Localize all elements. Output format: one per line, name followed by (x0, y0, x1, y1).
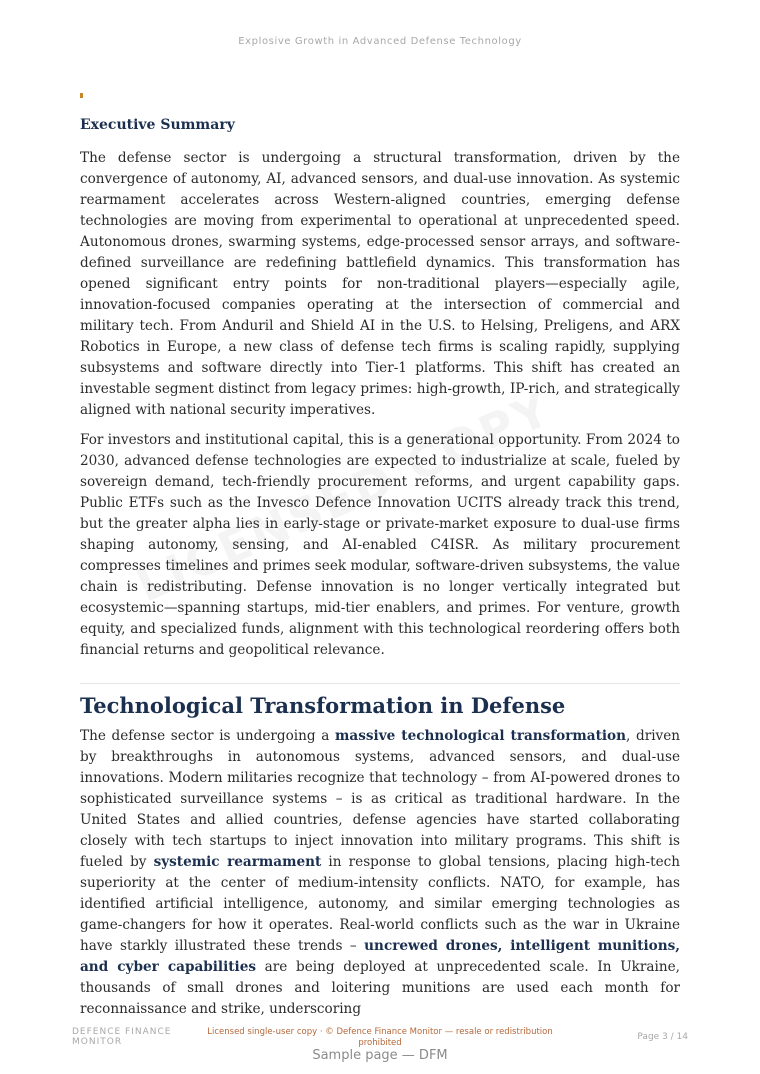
section-paragraph (80, 726, 680, 1020)
footer-publisher-line-2: MONITOR (72, 1037, 123, 1047)
executive-summary-paragraph-2: For investors and institutional capital, this is a generational opportunity. From 2024 to 2030, advanced defense technologies are expected to industrialize at scale, fueled by sovereign demand, tech-friendly procurement reforms, and urgent capability gaps. Public ETFs such as the Invesco Defence Innovation UCITS already track this trend, but the greater alpha lies in early-stage or private-market exposure to dual-use firms shaping autonomy, sensing, and AI-enabled C4ISR. As military procurement compresses timelines and primes seek modular, software-driven subsystems, the value chain is redistributing. Defense innovation is no longer vertically integrated but ecosystemic—spanning startups, mid-tier enablers, and primes. For venture, growth equity, and specialized funds, alignment with this technological reordering offers both financial returns and geopolitical relevance. (80, 432, 680, 658)
page-content (80, 114, 680, 1029)
section-text-2: , driven by breakthroughs in autonomous systems, advanced sensors, and dual-use innovations. Modern militaries recognize that technology – from AI-powered drones to sophisticated surveillance systems – is as critical as traditional hardware. In the United States and allied countries, defense agencies have started collaborating closely with tech startups to inject innovation into military programs. This shift is fueled by (80, 728, 681, 870)
section-heading: Technological Transformation in Defense (80, 693, 566, 718)
executive-summary-heading: Executive Summary (80, 117, 235, 133)
section-text-4: are being deployed at unprecedented scale. In Ukraine, thousands of small drones and loitering munitions are used each month for reconnaissance and strike, underscoring (80, 959, 680, 1017)
footer-license-notice: Licensed single-user copy · © Defence Finance Monitor — resale or redistribution prohibited (207, 1027, 553, 1048)
footer-publisher (72, 1027, 171, 1047)
executive-summary-paragraph-1: The defense sector is undergoing a structural transformation, driven by the convergence of autonomy, AI, advanced sensors, and dual-use innovation. As systemic rearmament accelerates across Western-aligned countries, emerging defense technologies are moving from experimental to operational at unprecedented speed. Autonomous drones, swarming systems, edge-processed sensor arrays, and software-defined surveillance are redefining battlefield dynamics. This transformation has opened significant entry points for non-traditional players—especially agile, innovation-focused companies operating at the intersection of commercial and military tech. From Anduril and Shield AI in the U.S. to Helsing, Preligens, and ARX Robotics in Europe, a new class of defense tech firms is scaling rapidly, supplying subsystems and software directly into Tier-1 platforms. This shift has created an investable segment distinct from legacy primes: high-growth, IP-rich, and strategically aligned with national security imperatives. (80, 150, 680, 418)
section-emphasis-2: systemic rearmament (153, 854, 322, 870)
section-emphasis-3: uncrewed drones, intelligent munitions, and cyber capabilities (80, 938, 680, 975)
section-text-1: The defense sector is undergoing a (80, 728, 336, 744)
section-emphasis-1: massive technological transformation (335, 728, 627, 744)
footer-page-number: Page 3 / 14 (637, 1032, 688, 1042)
sample-page-label: Sample page — DFM (312, 1048, 448, 1063)
footer-publisher-line-1: DEFENCE FINANCE (72, 1027, 172, 1037)
running-header-title: Explosive Growth in Advanced Defense Technology (238, 36, 522, 47)
accent-mark (80, 93, 83, 98)
section-text-3: in response to global tensions, placing high-tech superiority at the center of medium-intensity conflicts. NATO, for example, has identified artificial intelligence, autonomy, and similar emerging technologies as game-changers for how it operates. Real-world conflicts such as the war in Ukraine have starkly illustrated these trends – (80, 854, 681, 954)
section-divider (80, 683, 680, 684)
